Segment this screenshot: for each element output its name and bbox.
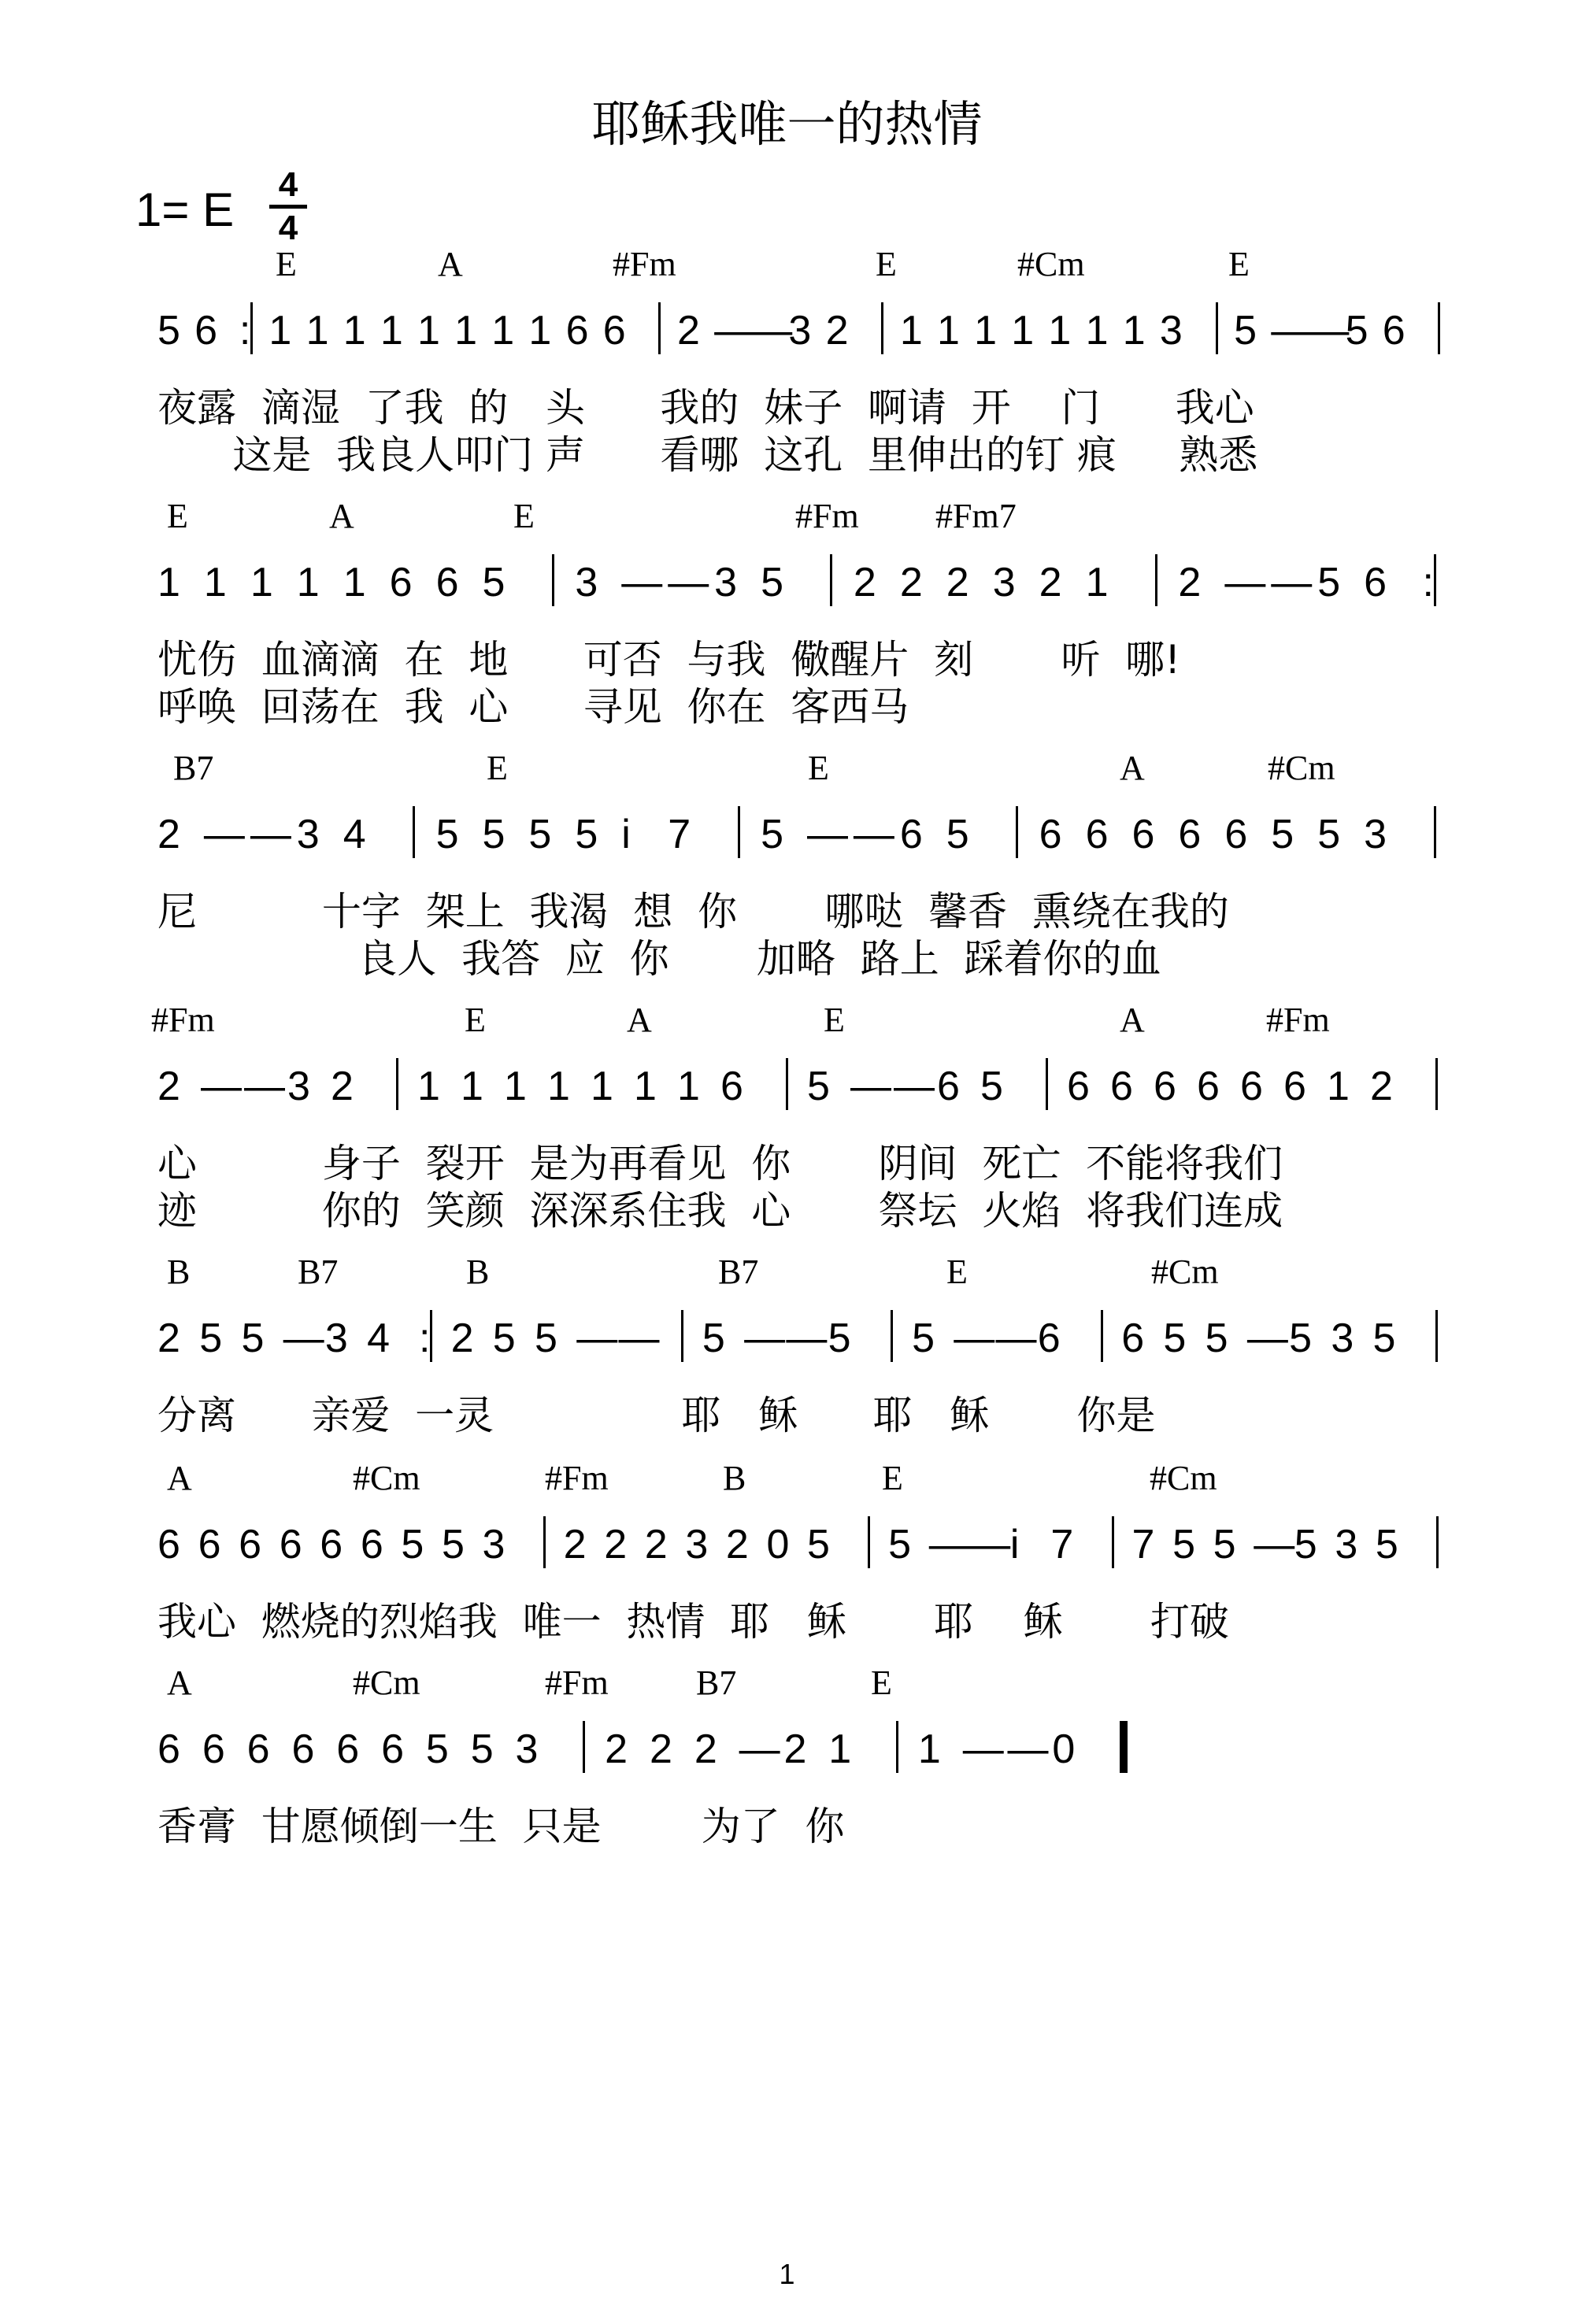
- note: 5: [946, 812, 969, 857]
- chord-symbol: A: [1120, 1001, 1145, 1039]
- chord-symbol: B: [723, 1459, 746, 1497]
- note: 3: [1364, 812, 1387, 857]
- note: 5: [1234, 308, 1257, 353]
- note: 5: [199, 1316, 223, 1361]
- lyric-line-1: 心 身子 裂开 是为再看见 你 阴间 死亡 不能将我们: [157, 1141, 1283, 1186]
- song-title: 耶稣我唯一的热情: [591, 95, 983, 153]
- page-number: 1: [779, 2258, 795, 2290]
- barline: [1101, 1310, 1103, 1362]
- note: 6: [157, 1726, 180, 1772]
- note: 3: [992, 560, 1016, 605]
- note: 1: [1327, 1064, 1350, 1109]
- lyric-line-1: 分离 亲爱 一灵 耶 稣 耶 稣 你是: [157, 1393, 1156, 1438]
- note: 5: [1213, 1522, 1236, 1567]
- note: 6: [157, 1522, 180, 1567]
- repeat-sign: :: [418, 1316, 431, 1361]
- note: i: [621, 812, 631, 857]
- note: 5: [1163, 1316, 1187, 1361]
- chord-symbol: E: [882, 1459, 903, 1497]
- note: 1: [461, 1064, 483, 1109]
- chord-symbol: #Fm: [151, 1001, 215, 1039]
- note: 3: [296, 812, 320, 857]
- note: —: [201, 1064, 242, 1109]
- note: 7: [668, 812, 691, 857]
- chord-symbol: #Cm: [1017, 245, 1085, 283]
- note: —: [744, 1316, 786, 1361]
- note: —: [954, 1316, 995, 1361]
- note: —: [283, 1316, 324, 1361]
- chord-symbol: B7: [718, 1253, 759, 1291]
- note: 5: [575, 812, 598, 857]
- barline: [583, 1721, 585, 1773]
- note: 1: [250, 560, 273, 605]
- chord-symbol: #Cm: [353, 1663, 420, 1702]
- barline: [881, 302, 883, 354]
- note: 5: [157, 308, 180, 353]
- note: 1: [634, 1064, 657, 1109]
- note: —: [1271, 308, 1313, 353]
- note: 7: [1050, 1522, 1074, 1567]
- chord-symbol: #Fm: [545, 1459, 609, 1497]
- chord-symbol: A: [329, 497, 354, 535]
- chord-symbol: A: [167, 1663, 192, 1702]
- barline: [1120, 1721, 1128, 1773]
- note: 6: [320, 1522, 343, 1567]
- barline: [1435, 1310, 1438, 1362]
- note: 5: [980, 1064, 1003, 1109]
- lyric-line-1: 尼 十字 架上 我渴 想 你 哪哒 馨香 熏绕在我的: [157, 889, 1229, 934]
- notation-line: [0, 795, 1574, 874]
- note: 6: [1283, 1064, 1306, 1109]
- note: 1: [1085, 560, 1109, 605]
- note: 0: [1052, 1726, 1076, 1772]
- chord-symbol: E: [513, 497, 535, 535]
- lyric-line-2: 呼唤 回荡在 我 心 寻见 你在 客西马: [157, 684, 909, 730]
- note: 5: [761, 812, 783, 857]
- note: —: [621, 560, 663, 605]
- lyric-line-1: 我心 燃烧的烈焰我 唯一 热情 耶 稣 耶 稣 打破: [157, 1599, 1229, 1645]
- note: 6: [1067, 1064, 1090, 1109]
- note: —: [786, 1316, 828, 1361]
- note: —: [962, 1726, 1004, 1772]
- note: 6: [1197, 1064, 1220, 1109]
- barline: [1155, 554, 1157, 606]
- note: —: [203, 812, 245, 857]
- note: 6: [336, 1726, 360, 1772]
- barline: [681, 1310, 683, 1362]
- time-sig-top: 4: [278, 165, 298, 204]
- note: 2: [1178, 560, 1202, 605]
- note: 2: [157, 1316, 180, 1361]
- note: 1: [899, 308, 923, 353]
- note: 5: [492, 1316, 516, 1361]
- note: 2: [331, 1064, 354, 1109]
- chord-symbol: E: [1228, 245, 1250, 283]
- note: 5: [401, 1522, 424, 1567]
- note: 3: [324, 1316, 348, 1361]
- barline: [891, 1310, 893, 1362]
- barline: [552, 554, 554, 606]
- chord-symbol: E: [876, 245, 897, 283]
- chord-symbol: #Fm: [545, 1663, 609, 1702]
- note: 5: [1345, 308, 1368, 353]
- note: 2: [899, 560, 923, 605]
- note: 1: [528, 308, 552, 353]
- note: 6: [279, 1522, 302, 1567]
- note: 1: [1085, 308, 1109, 353]
- chord-symbol: E: [487, 749, 508, 787]
- notation-line: [0, 1710, 1574, 1789]
- barline: [658, 302, 661, 354]
- note: 6: [435, 560, 459, 605]
- note: 5: [912, 1316, 935, 1361]
- barline: [786, 1058, 788, 1110]
- note: 2: [650, 1726, 672, 1772]
- note: —: [894, 1064, 935, 1109]
- note: 5: [761, 560, 783, 605]
- note: 5: [1375, 1522, 1398, 1567]
- chord-symbol: B: [466, 1253, 490, 1291]
- chord-symbol: E: [167, 497, 188, 535]
- barline: [1438, 302, 1440, 354]
- chord-symbol: E: [465, 1001, 486, 1039]
- note: 1: [504, 1064, 527, 1109]
- time-signature: [265, 167, 312, 246]
- note: 6: [565, 308, 589, 353]
- note: i: [1009, 1522, 1020, 1567]
- note: 3: [515, 1726, 539, 1772]
- note: —: [1007, 1726, 1049, 1772]
- barline: [1435, 1058, 1438, 1110]
- note: 5: [1317, 812, 1341, 857]
- note: 2: [605, 1726, 628, 1772]
- note: 1: [828, 1726, 852, 1772]
- chord-symbol: B7: [173, 749, 214, 787]
- note: 6: [1240, 1064, 1263, 1109]
- note: 5: [1271, 812, 1294, 857]
- lyric-line-2: 这是 我良人叩门 声 看哪 这孔 里伸出的钉 痕 熟悉: [157, 432, 1258, 478]
- note: —: [1308, 308, 1350, 353]
- barline: [1112, 1516, 1114, 1568]
- note: —: [853, 812, 894, 857]
- note: 1: [974, 308, 998, 353]
- note: 2: [450, 1316, 474, 1361]
- barline: [413, 806, 415, 858]
- note: 2: [783, 1726, 807, 1772]
- note: —: [1271, 560, 1313, 605]
- note: 2: [825, 308, 849, 353]
- time-sig-bottom: 4: [278, 209, 298, 247]
- note: 1: [454, 308, 478, 353]
- chord-symbol: B7: [696, 1663, 737, 1702]
- chord-symbol: #Cm: [1268, 749, 1335, 787]
- note: 0: [766, 1522, 790, 1567]
- note: —: [576, 1316, 618, 1361]
- note: 6: [239, 1522, 262, 1567]
- note: 1: [1011, 308, 1035, 353]
- note: 5: [1172, 1522, 1195, 1567]
- note: 6: [1037, 1316, 1061, 1361]
- note: 1: [1122, 308, 1146, 353]
- note: —: [1224, 560, 1266, 605]
- notation-line: [0, 1299, 1574, 1378]
- note: 1: [917, 1726, 941, 1772]
- note: 6: [1178, 812, 1202, 857]
- lyric-line-2: 迹 你的 笑颜 深深系住我 心 祭坛 火焰 将我们连成: [157, 1188, 1283, 1234]
- note: 2: [157, 812, 180, 857]
- note: 6: [1131, 812, 1155, 857]
- chord-symbol: A: [627, 1001, 652, 1039]
- note: 6: [1382, 308, 1405, 353]
- note: 5: [1317, 560, 1341, 605]
- note: 4: [367, 1316, 391, 1361]
- chord-symbol: A: [438, 245, 463, 283]
- note: 6: [360, 1522, 383, 1567]
- note: 5: [1294, 1522, 1317, 1567]
- note: 1: [203, 560, 227, 605]
- note: —: [250, 812, 291, 857]
- note: 2: [725, 1522, 749, 1567]
- chord-symbol: B7: [298, 1253, 339, 1291]
- note: 1: [157, 560, 180, 605]
- note: 2: [644, 1522, 668, 1567]
- chord-symbol: #Fm: [613, 245, 676, 283]
- note: 5: [1289, 1316, 1313, 1361]
- note: —: [668, 560, 709, 605]
- note: 6: [602, 308, 626, 353]
- barline: [830, 554, 832, 606]
- note: 6: [1121, 1316, 1145, 1361]
- note: 6: [202, 1726, 225, 1772]
- note: 5: [888, 1522, 912, 1567]
- note: 1: [491, 308, 515, 353]
- note: 7: [1131, 1522, 1155, 1567]
- note: 3: [685, 1522, 709, 1567]
- note: 1: [343, 308, 366, 353]
- note: 5: [241, 1316, 265, 1361]
- note: 5: [828, 1316, 851, 1361]
- chord-symbol: E: [808, 749, 829, 787]
- note: 2: [1039, 560, 1062, 605]
- note: 2: [1370, 1064, 1393, 1109]
- note: 5: [482, 560, 506, 605]
- lyric-line-1: 忧伤 血滴滴 在 地 可否 与我 儆醒片 刻 听 哪!: [157, 637, 1181, 683]
- note: 2: [677, 308, 700, 353]
- note: 2: [604, 1522, 628, 1567]
- note: —: [739, 1726, 780, 1772]
- key-signature: 1= E: [135, 183, 235, 236]
- barline: [1046, 1058, 1048, 1110]
- chord-symbol: #Fm: [795, 497, 859, 535]
- repeat-sign: :: [239, 308, 251, 353]
- lyric-line-1: 香膏 甘愿倾倒一生 只是 为了 你: [157, 1804, 845, 1849]
- note: —: [928, 1522, 970, 1567]
- barline: [396, 1058, 398, 1110]
- note: 5: [1205, 1316, 1228, 1361]
- note: 6: [720, 1064, 743, 1109]
- note: 6: [194, 308, 218, 353]
- note: —: [244, 1064, 285, 1109]
- note: 3: [287, 1064, 310, 1109]
- lyric-line-2: 良人 我答 应 你 加略 路上 踩着你的血: [157, 936, 1161, 982]
- barline: [738, 806, 740, 858]
- chord-symbol: E: [824, 1001, 845, 1039]
- note: 6: [389, 560, 413, 605]
- barline: [1434, 806, 1436, 858]
- note: 6: [1154, 1064, 1176, 1109]
- barline: [543, 1516, 546, 1568]
- barline: [1016, 806, 1018, 858]
- note: 3: [1335, 1522, 1358, 1567]
- note: 1: [296, 560, 320, 605]
- note: —: [807, 812, 848, 857]
- note: 1: [937, 308, 960, 353]
- notation-line: [0, 291, 1574, 370]
- note: 5: [441, 1522, 465, 1567]
- note: —: [1246, 1316, 1288, 1361]
- note: —: [618, 1316, 660, 1361]
- chord-symbol: E: [871, 1663, 892, 1702]
- barline: [896, 1721, 898, 1773]
- note: —: [850, 1064, 891, 1109]
- note: 5: [1372, 1316, 1396, 1361]
- barline: [1436, 1516, 1439, 1568]
- chord-symbol: E: [276, 245, 297, 283]
- note: 5: [528, 812, 552, 857]
- note: 5: [435, 812, 459, 857]
- note: 2: [694, 1726, 717, 1772]
- note: 5: [482, 812, 506, 857]
- note: —: [995, 1316, 1037, 1361]
- note: 3: [1331, 1316, 1354, 1361]
- note: 6: [899, 812, 923, 857]
- note: 3: [482, 1522, 506, 1567]
- note: 5: [535, 1316, 557, 1361]
- note: 6: [1039, 812, 1062, 857]
- note: 3: [788, 308, 812, 353]
- note: —: [969, 1522, 1011, 1567]
- note: 1: [1048, 308, 1072, 353]
- note: 5: [425, 1726, 449, 1772]
- note: 2: [853, 560, 876, 605]
- note: 1: [269, 308, 292, 353]
- note: 6: [246, 1726, 270, 1772]
- note: 5: [807, 1064, 830, 1109]
- note: 1: [343, 560, 366, 605]
- notation-line: [0, 543, 1574, 622]
- repeat-sign: :: [1422, 560, 1434, 605]
- chord-symbol: #Cm: [1151, 1253, 1219, 1291]
- lyric-line-1: 夜露 滴湿 了我 的 头 我的 妹子 啊请 开 门 我心: [157, 385, 1254, 431]
- note: 6: [1364, 560, 1387, 605]
- chord-symbol: E: [946, 1253, 968, 1291]
- note: —: [1254, 1522, 1295, 1567]
- note: 4: [343, 812, 366, 857]
- chord-symbol: #Cm: [1150, 1459, 1217, 1497]
- note: 1: [547, 1064, 570, 1109]
- note: 5: [807, 1522, 830, 1567]
- note: 1: [591, 1064, 613, 1109]
- chord-symbol: B: [167, 1253, 191, 1291]
- note: 6: [1110, 1064, 1133, 1109]
- note: 6: [937, 1064, 960, 1109]
- chord-symbol: #Cm: [353, 1459, 420, 1497]
- note: 2: [157, 1064, 180, 1109]
- chord-symbol: #Fm: [1266, 1001, 1330, 1039]
- note: 6: [198, 1522, 221, 1567]
- note: 6: [381, 1726, 404, 1772]
- note: 6: [1085, 812, 1109, 857]
- note: 1: [677, 1064, 700, 1109]
- note: 1: [417, 1064, 440, 1109]
- barline: [868, 1516, 870, 1568]
- notation-line: [0, 1505, 1574, 1584]
- chord-symbol: A: [167, 1459, 192, 1497]
- note: 2: [563, 1522, 587, 1567]
- note: 1: [306, 308, 329, 353]
- note: 3: [714, 560, 738, 605]
- note: 6: [291, 1726, 315, 1772]
- note: 3: [575, 560, 598, 605]
- chord-symbol: #Fm7: [935, 497, 1017, 535]
- note: 1: [380, 308, 403, 353]
- barline: [1216, 302, 1218, 354]
- notation-line: [0, 1047, 1574, 1126]
- note: 5: [702, 1316, 725, 1361]
- chord-symbol: A: [1120, 749, 1145, 787]
- note: 1: [417, 308, 440, 353]
- note: 3: [1159, 308, 1183, 353]
- note: —: [714, 308, 756, 353]
- note: 5: [470, 1726, 494, 1772]
- note: 2: [946, 560, 969, 605]
- note: 6: [1224, 812, 1248, 857]
- note: —: [751, 308, 793, 353]
